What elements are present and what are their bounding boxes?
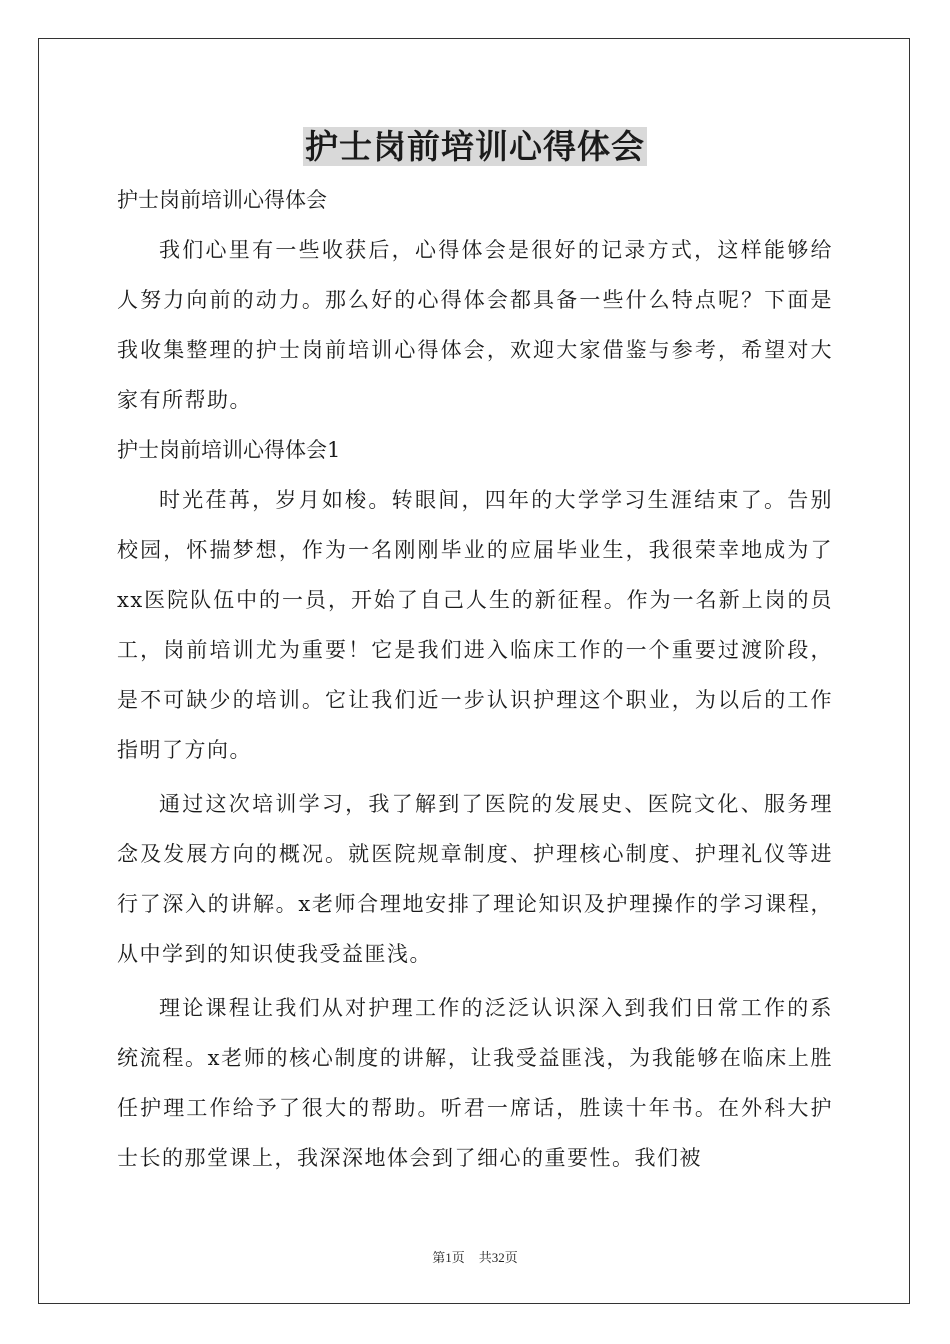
page-total: 共32页 bbox=[478, 1250, 518, 1265]
document-subtitle: 护士岗前培训心得体会 bbox=[117, 188, 327, 212]
document-title-text: 护士岗前培训心得体会 bbox=[305, 127, 645, 166]
section-heading: 护士岗前培训心得体会1 bbox=[117, 438, 341, 462]
document-body bbox=[117, 122, 833, 1187]
body-paragraph: 理论课程让我们从对护理工作的泛泛认识深入到我们日常工作的系统流程。x老师的核心制度的讲解，让我受益匪浅，为我能够在临床上胜任护理工作给予了很大的帮助。听君一席话，胜读十年书。在外科大护士长的那堂课上，我深深地体会到了细心的重要性。我们被 bbox=[117, 996, 833, 1170]
intro-paragraph: 我们心里有一些收获后，心得体会是很好的记录方式，这样能够给人努力向前的动力。那么好的心得体会都具备一些什么特点呢？下面是我收集整理的护士岗前培训心得体会，欢迎大家借鉴与参考，希望对大家有所帮助。 bbox=[117, 238, 833, 412]
body-paragraph: 通过这次培训学习，我了解到了医院的发展史、医院文化、服务理念及发展方向的概况。就医院规章制度、护理核心制度、护理礼仪等进行了深入的讲解。x老师合理地安排了理论知识及护理操作的学习课程，从中学到的知识使我受益匪浅。 bbox=[117, 792, 833, 966]
body-paragraph: 时光荏苒，岁月如梭。转眼间，四年的大学学习生涯结束了。告别校园，怀揣梦想，作为一名刚刚毕业的应届毕业生，我很荣幸地成为了xx医院队伍中的一员，开始了自己人生的新征程。作为一名新上岗的员工，岗前培训尤为重要！它是我们进入临床工作的一个重要过渡阶段，是不可缺少的培训。它让我们近一步认识护理这个职业，为以后的工作指明了方向。 bbox=[117, 488, 833, 762]
page-number: 第1页 bbox=[432, 1250, 465, 1265]
document-title bbox=[117, 122, 833, 172]
page-footer bbox=[0, 1247, 950, 1266]
